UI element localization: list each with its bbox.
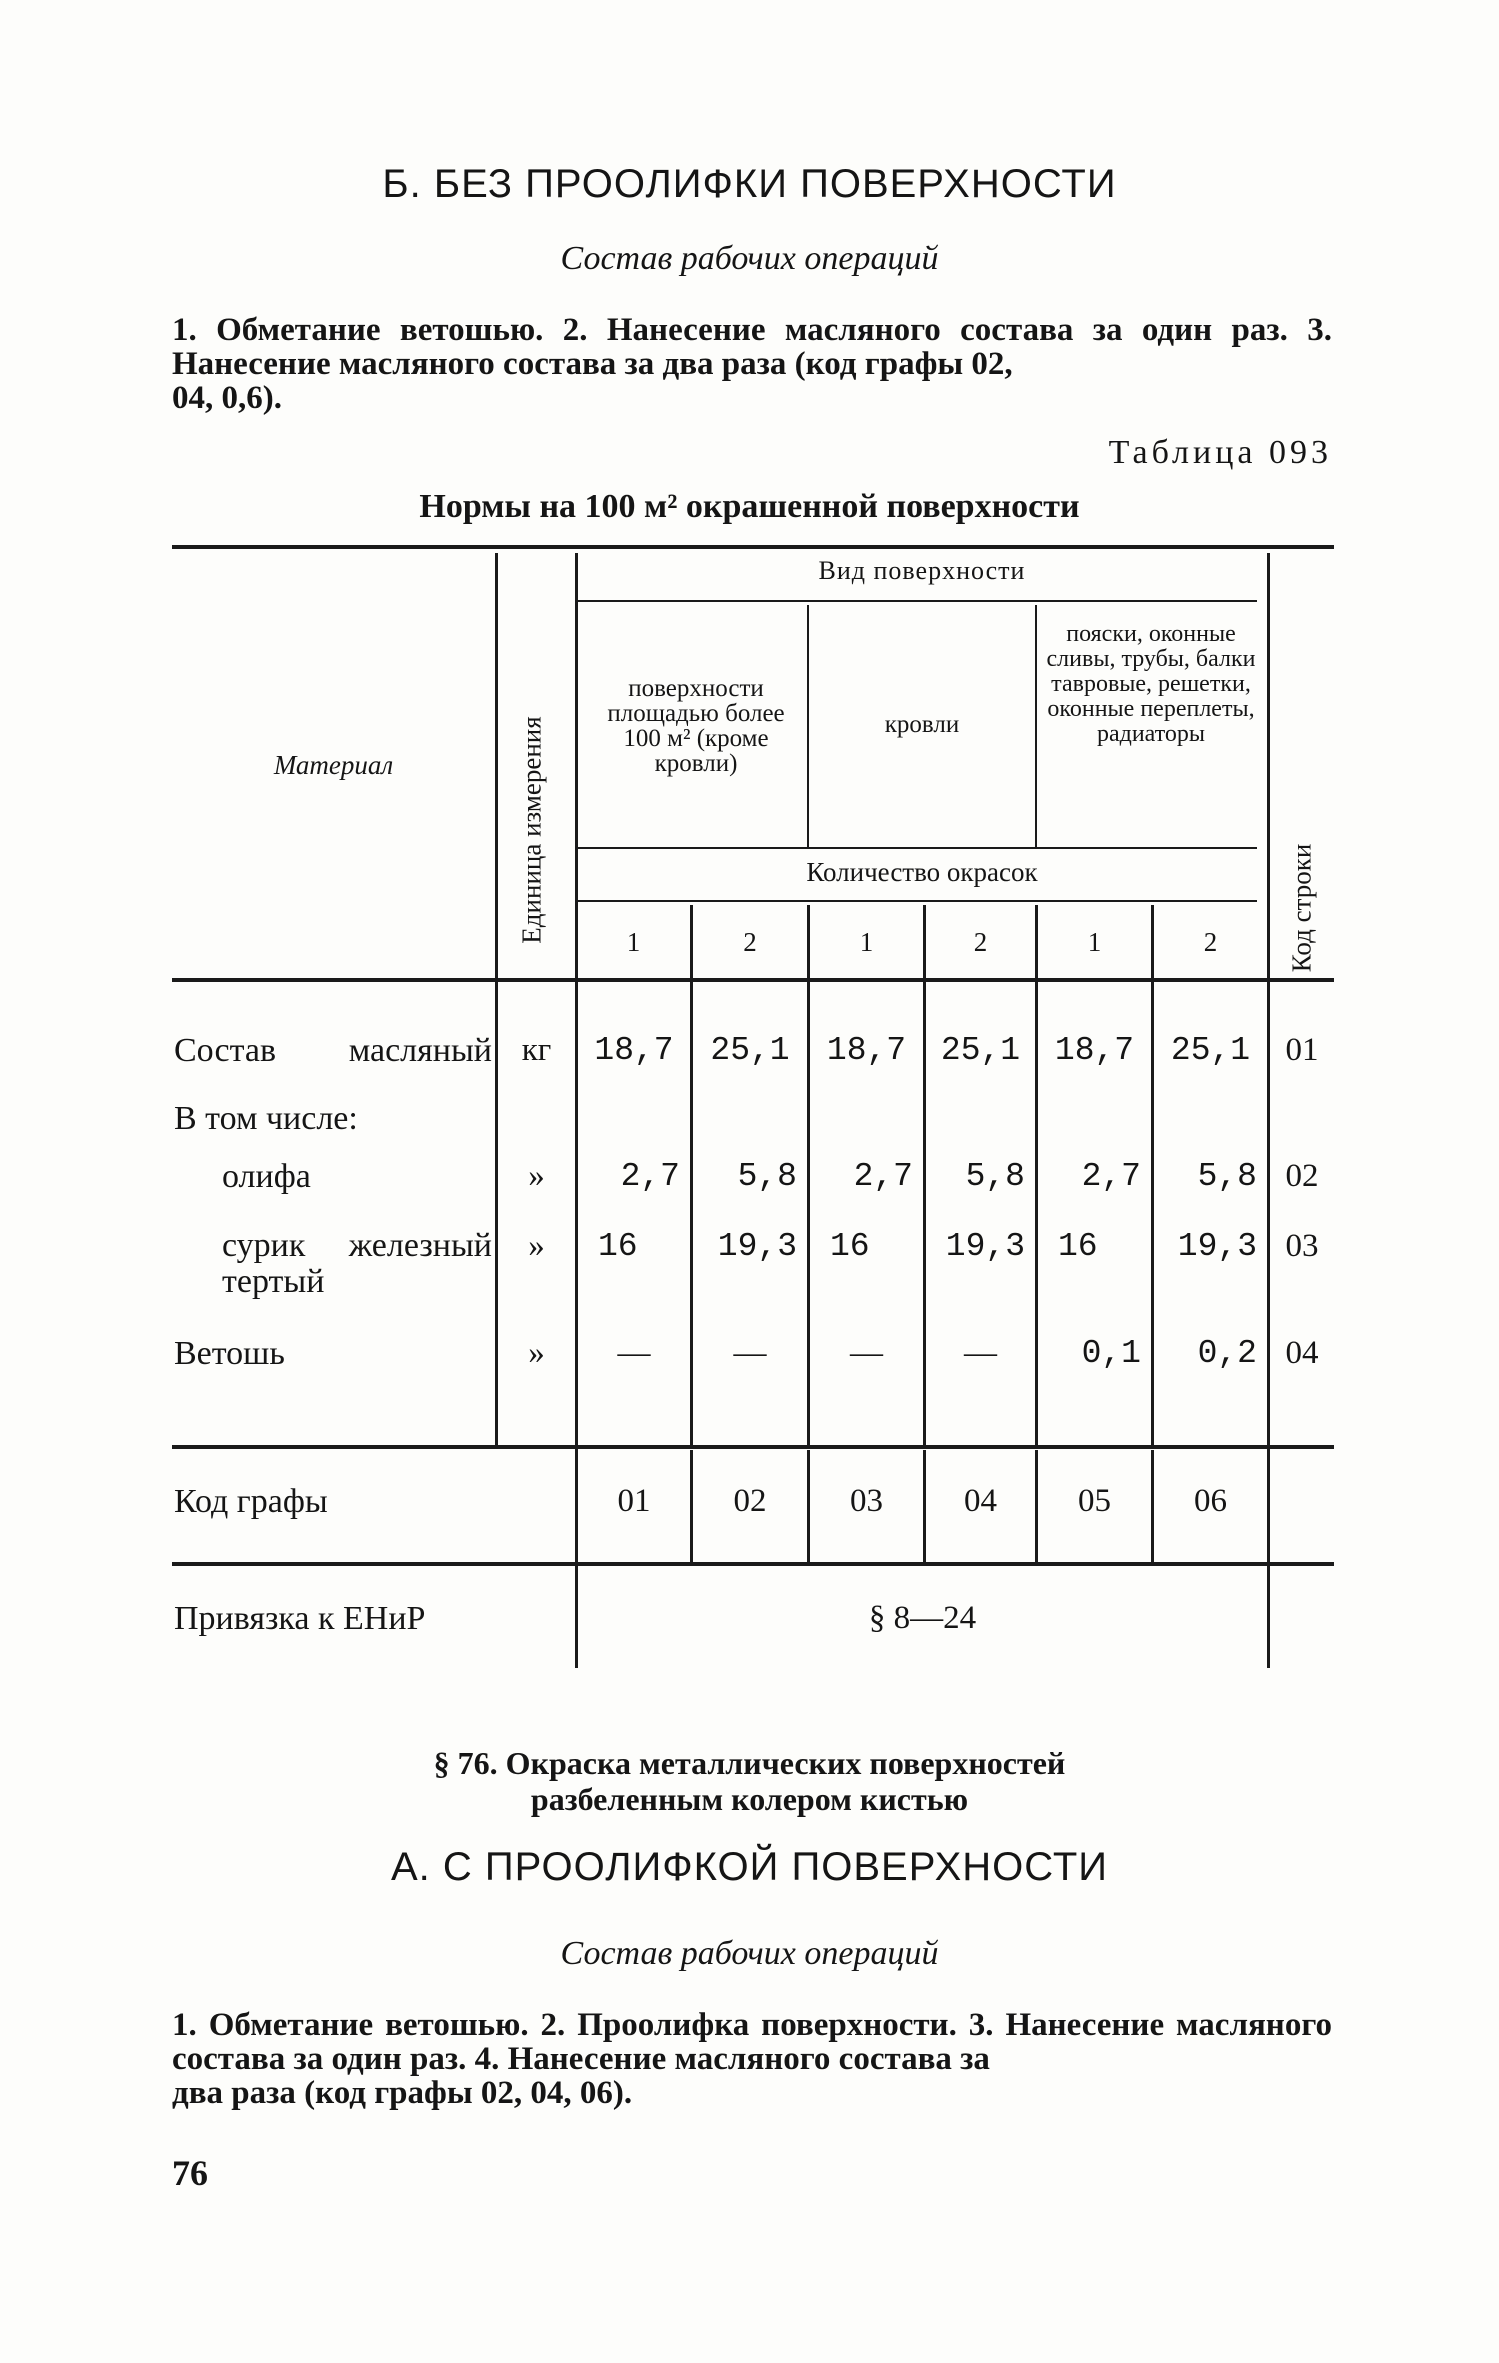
coat-number: 2 (743, 927, 757, 957)
coat-number: 2 (973, 927, 988, 957)
row-unit: » (528, 1158, 545, 1194)
section-a-title: А. С ПРООЛИФКОЙ ПОВЕРХНОСТИ (391, 1845, 1108, 1889)
group-rule (577, 847, 1257, 849)
coat-number: 2 (1203, 927, 1218, 957)
row-value: — (617, 1335, 651, 1371)
row-value: 5,8 (737, 1158, 797, 1195)
row-unit: » (528, 1228, 545, 1264)
row-value: 18,7 (594, 1032, 674, 1069)
column-code: 06 (1194, 1483, 1227, 1519)
enir-label: Привязка к ЕНиР (174, 1600, 426, 1637)
coat-number: 1 (626, 927, 641, 957)
body-bottom-rule (172, 1445, 1334, 1449)
row-value: 25,1 (940, 1032, 1021, 1069)
header-unit: Единица измерения (516, 716, 547, 944)
header-coat-count: Количество окрасок (806, 857, 1038, 887)
row-value: 16 (830, 1228, 870, 1265)
coat-count-rule (577, 900, 1257, 902)
row-material: В том числе: (174, 1100, 358, 1137)
header-group-2: кровли (884, 711, 960, 738)
section-76-title (0, 1745, 1499, 1817)
header-group-3: пояски, оконные сливы, трубы, балки тавровые, решетки, оконные переплеты, радиаторы (1046, 621, 1256, 747)
surface-type-rule (577, 600, 1257, 602)
row-value: 25,1 (710, 1032, 790, 1069)
row-value: 18,7 (1054, 1032, 1135, 1069)
row-value: — (964, 1335, 997, 1371)
row-material: Состав масляный (174, 1032, 492, 1069)
section-a-ops-text-end: два раза (код графы 02, 04, 06). (172, 2075, 633, 2111)
row-value: 2,7 (853, 1158, 913, 1195)
row-value: — (850, 1335, 883, 1371)
header-row-code: Код строки (1286, 843, 1317, 973)
row-value: 16 (598, 1228, 638, 1265)
column-code: 02 (733, 1483, 767, 1519)
row-value: 19,3 (1177, 1228, 1257, 1265)
row-value: 0,1 (1081, 1335, 1141, 1372)
header-material: Материал (273, 750, 394, 780)
coat-number: 1 (859, 927, 874, 957)
column-code: 05 (1078, 1483, 1111, 1519)
section-76-title-line2: разбеленным колером кистью (530, 1781, 969, 1817)
section-b-title: Б. БЕЗ ПРООЛИФКИ ПОВЕРХНОСТИ (382, 162, 1117, 206)
coat-number: 1 (1087, 927, 1102, 957)
row-value: 5,8 (965, 1158, 1025, 1195)
row-value: 19,3 (717, 1228, 797, 1265)
section-b-ops-text-body: 1. Обметание ветошью. 2. Нанесение масляного состава за один раз. 3. Нанесение масляного состава за два раза (код графы 02, (172, 312, 1332, 382)
header-surface-type: Вид поверхности (818, 556, 1026, 585)
row-value: 25,1 (1170, 1032, 1251, 1069)
table-title: Нормы на 100 м² окрашенной поверхности (419, 488, 1080, 525)
row-code: 02 (1285, 1158, 1319, 1194)
row-value: 2,7 (1081, 1158, 1141, 1195)
row-unit: кг (521, 1032, 552, 1068)
row-material: сурик железный тертый (222, 1227, 492, 1300)
row-value: 2,7 (620, 1158, 680, 1195)
row-value: 5,8 (1197, 1158, 1257, 1195)
code-col-left (1267, 553, 1270, 1668)
row-material: Ветошь (174, 1335, 285, 1372)
row-code: 04 (1285, 1335, 1319, 1371)
row-code: 01 (1285, 1032, 1319, 1068)
group-divider-2 (1035, 605, 1037, 847)
row-material: олифа (222, 1158, 311, 1195)
unit-col-left (495, 553, 498, 1445)
section-b-ops-text-end: 04, 0,6). (172, 380, 282, 416)
column-code: 01 (617, 1483, 651, 1519)
column-code: 03 (850, 1483, 883, 1519)
group-divider-1 (807, 605, 809, 847)
row-value: 16 (1058, 1228, 1098, 1265)
row-value: 19,3 (945, 1228, 1025, 1265)
section-76-title-line1: § 76. Окраска металлических поверхностей (433, 1745, 1066, 1781)
section-b-ops-text (172, 313, 1332, 415)
row-unit: » (528, 1335, 545, 1371)
row-code: 03 (1285, 1228, 1319, 1264)
table-number: Таблица 093 (1108, 434, 1332, 471)
column-code: 04 (964, 1483, 997, 1519)
section-a-ops-heading: Состав рабочих операций (560, 1935, 939, 1972)
section-b-ops-heading: Состав рабочих операций (560, 240, 939, 277)
header-bottom-rule (172, 978, 1334, 982)
header-group-1: поверхности площадью более 100 м² (кроме кровли) (607, 675, 785, 777)
enir-value: § 8—24 (868, 1600, 977, 1636)
table-top-rule (172, 545, 1334, 549)
row-value: 0,2 (1197, 1335, 1257, 1372)
codes-bottom-rule (172, 1562, 1334, 1566)
row-value: 18,7 (826, 1032, 907, 1069)
section-a-ops-text-body: 1. Обметание ветошью. 2. Проолифка поверхности. 3. Нанесение масляного состава за один раз. 4. Нанесение масляного состава за (172, 2007, 1332, 2077)
row-value: — (733, 1335, 767, 1371)
column-code-label: Код графы (174, 1483, 328, 1520)
section-a-ops-text (172, 2008, 1332, 2110)
page-number: 76 (172, 2153, 208, 2193)
